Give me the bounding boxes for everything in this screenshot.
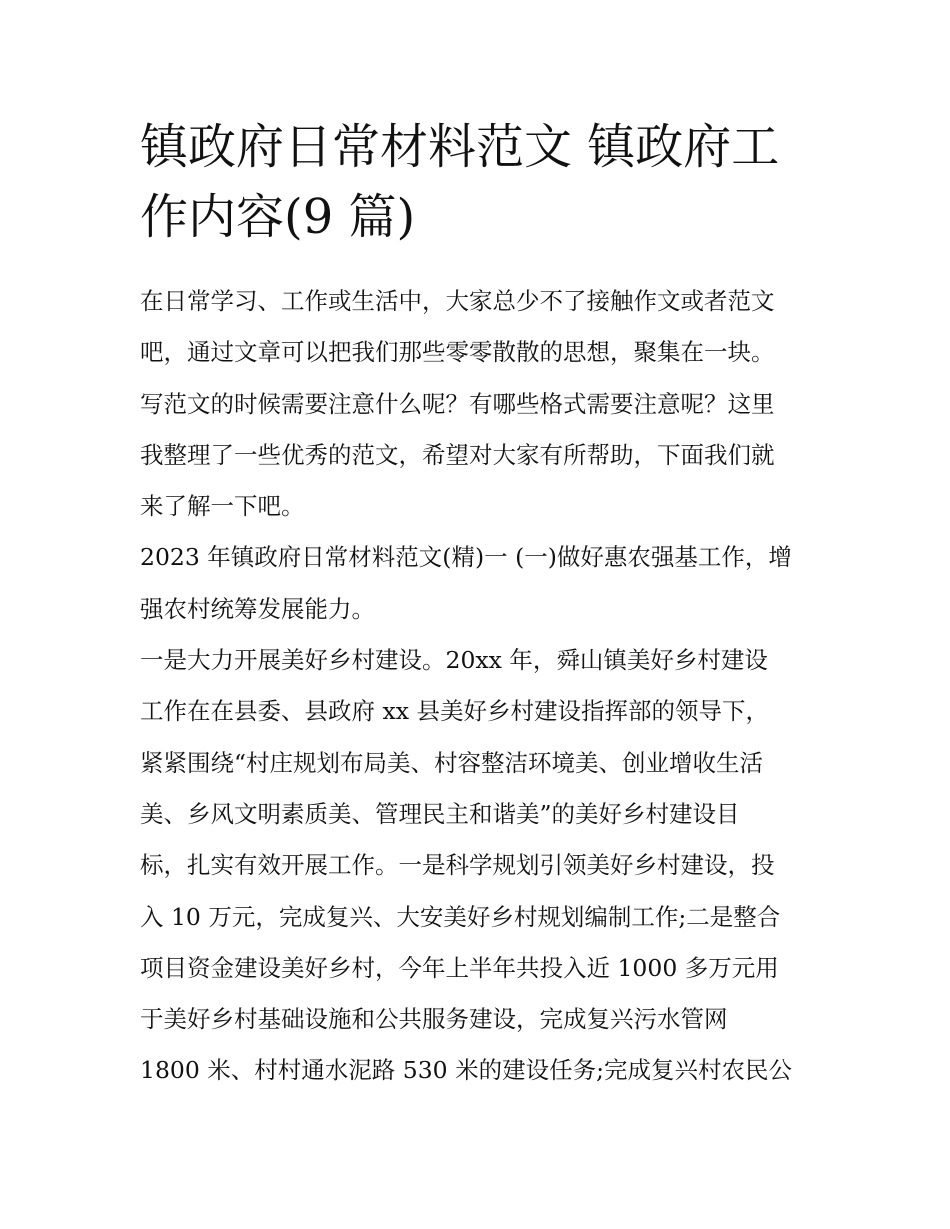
document-title [140,112,820,252]
title-line-1: 镇政府日常材料范文 镇政府工 [140,119,780,175]
body-line: 1800 米、村村通水泥路 530 米的建设任务;完成复兴村农民公 [140,1056,792,1085]
body-line: 一是大力开展美好乡村建设。20xx 年，舜山镇美好乡村建设 [140,646,768,675]
body-line: 项目资金建设美好乡村，今年上半年共投入近 1000 多万元用 [140,953,779,982]
body-line: 工作在在县委、县政府 xx 县美好乡村建设指挥部的领导下， [140,697,769,726]
body-line: 入 10 万元，完成复兴、大安美好乡村规划编制工作;二是整合 [140,902,781,931]
document-body [140,276,812,1097]
body-line: 写范文的时候需要注意什么呢？有哪些格式需要注意呢？这里 [140,389,775,418]
body-line: 于美好乡村基础设施和公共服务建设，完成复兴污水管网 [140,1005,728,1034]
body-line: 美、乡风文明素质美、管理民主和谐美”的美好乡村建设目 [140,799,740,828]
body-line: 我整理了一些优秀的范文，希望对大家有所帮助，下面我们就 [140,440,775,469]
body-line: 2023 年镇政府日常材料范文(精)一 (一)做好惠农强基工作，增 [140,543,792,572]
title-line-2: 作内容(9 篇) [140,189,416,245]
body-line: 来了解一下吧。 [140,492,305,521]
body-line: 强农村统筹发展能力。 [140,594,375,623]
body-line: 吧，通过文章可以把我们那些零零散散的思想，聚集在一块。 [140,338,775,367]
body-line: 紧紧围绕“村庄规划布局美、村容整洁环境美、创业增收生活 [140,748,764,777]
body-line: 在日常学习、工作或生活中，大家总少不了接触作文或者范文 [140,287,775,315]
body-line: 标，扎实有效开展工作。一是科学规划引领美好乡村建设，投 [140,851,775,880]
